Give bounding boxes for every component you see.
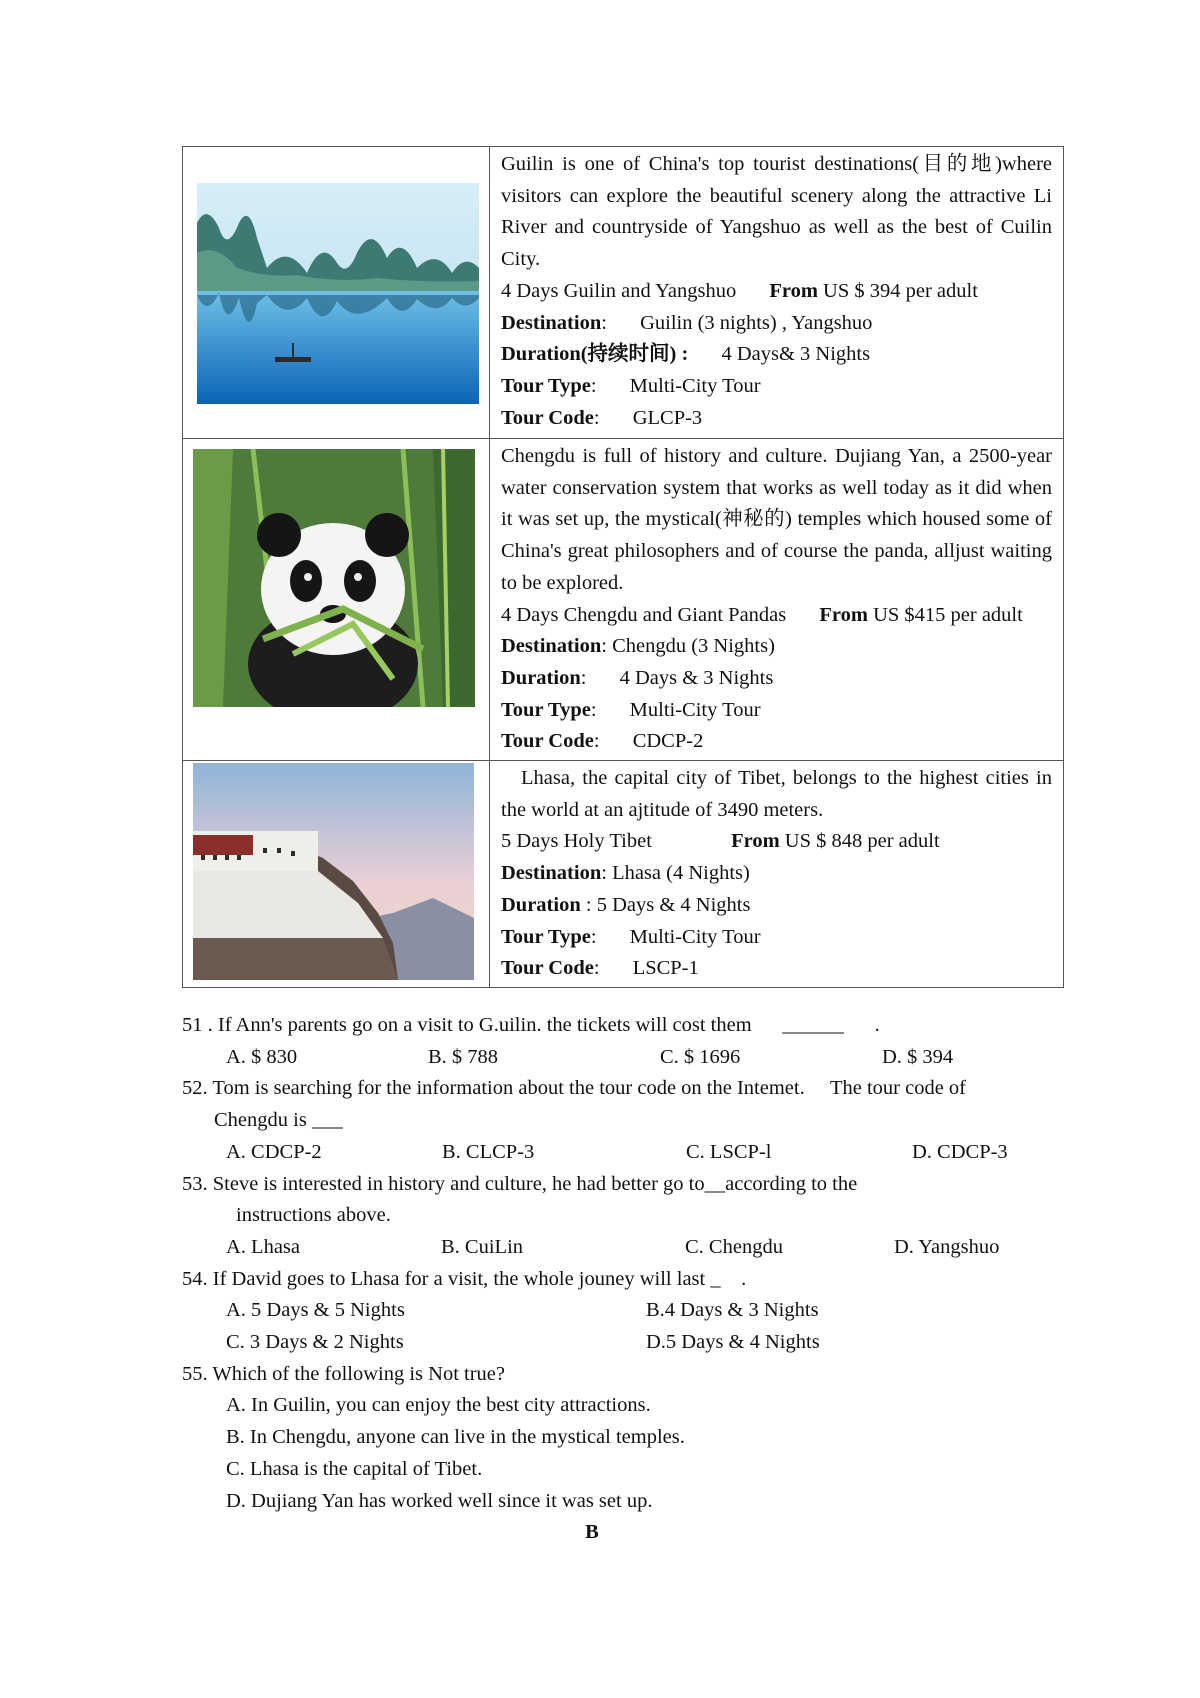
tour-image-cell (183, 439, 490, 761)
question-51-options (182, 1042, 1082, 1074)
tour-code-line: Tour Code: GLCP-3 (501, 406, 703, 429)
potala-palace-image (193, 763, 474, 980)
tour-code-label: Tour Code (501, 957, 594, 980)
tour-name: 4 Days Chengdu and Giant Pandas (501, 603, 787, 626)
from-label: From (731, 830, 780, 853)
tour-text-cell (490, 761, 1064, 988)
tour-description: Guilin is one of China's top tourist destinations(目的地)where visitors can explore the beautiful scenery along the attractive Li River and countryside of Yangshuo as well as the best of Cuilin City. (501, 153, 1052, 271)
tour-image-cell (183, 761, 490, 988)
tour-type-label: Tour Type (501, 925, 591, 948)
from-label: From (819, 603, 868, 626)
tour-code-line: Tour Code: LSCP-1 (501, 957, 699, 980)
tour-code-value: CDCP-2 (632, 730, 704, 753)
option-a: A. CDCP-2 (226, 1140, 322, 1163)
from-label: From (769, 279, 818, 302)
panda-image (193, 449, 475, 707)
question-52-continued: Chengdu is ___ (214, 1109, 343, 1132)
duration-value: 4 Days & 3 Nights (619, 666, 774, 689)
destination-value: Guilin (3 nights) , Yangshuo (640, 311, 873, 334)
option-d: D. CDCP-3 (912, 1140, 1008, 1163)
destination-line: Destination: Lhasa (4 Nights) (501, 862, 750, 885)
tour-code-label: Tour Code (501, 406, 594, 429)
option-b: B. $ 788 (428, 1045, 499, 1068)
tour-name: 5 Days Holy Tibet (501, 830, 652, 853)
tour-price: US $ 394 per adult (823, 279, 978, 302)
option-c: C. Lhasa is the capital of Tibet. (226, 1457, 483, 1480)
destination-line: Destination: Chengdu (3 Nights) (501, 635, 775, 658)
question-52-options (182, 1137, 1082, 1169)
tour-type-label: Tour Type (501, 374, 591, 397)
tour-row-guilin (183, 147, 1064, 439)
option-b: B. In Chengdu, anyone can live in the mystical temples. (226, 1426, 685, 1449)
option-c: C. Chengdu (685, 1235, 783, 1258)
tour-type-line: Tour Type: Multi-City Tour (501, 374, 761, 397)
option-d: D.5 Days & 4 Nights (646, 1331, 820, 1354)
question-53-continued: instructions above. (236, 1204, 391, 1227)
destination-line: Destination: Guilin (3 nights) , Yangshuo (501, 311, 873, 334)
question-53: 53. Steve is interested in history and culture, he had better go to__according to the (182, 1172, 858, 1195)
option-b: B.4 Days & 3 Nights (646, 1299, 819, 1322)
tour-text-cell (490, 147, 1064, 439)
tour-type-value: Multi-City Tour (629, 925, 761, 948)
tour-type-line: Tour Type: Multi-City Tour (501, 698, 761, 721)
question-55: 55. Which of the following is Not true? (182, 1362, 506, 1385)
duration-value: 5 Days & 4 Nights (596, 893, 751, 916)
tour-description: Chengdu is full of history and culture. Dujiang Yan, a 2500-year water conservation system that works as well today as it did when it was set up, the mystical(神秘的) temples which housed some of China's great philosophers and of course the panda, alljust waiting to be explored. (501, 445, 1052, 594)
option-a: A. In Guilin, you can enjoy the best city attractions. (226, 1394, 651, 1417)
tour-image-cell (183, 147, 490, 439)
tour-price: US $415 per adult (873, 603, 1023, 626)
tour-text-cell (490, 439, 1064, 761)
tour-type-value: Multi-City Tour (629, 698, 761, 721)
option-c: C. $ 1696 (660, 1045, 741, 1068)
question-54: 54. If David goes to Lhasa for a visit, the whole jouney will last _ . (182, 1267, 747, 1290)
tour-code-label: Tour Code (501, 730, 594, 753)
option-d: D. Dujiang Yan has worked well since it was set up. (226, 1489, 653, 1512)
tour-row-chengdu (183, 439, 1064, 761)
option-c: C. 3 Days & 2 Nights (226, 1331, 404, 1354)
question-52: 52. Tom is searching for the information about the tour code on the Intemet. The tour code of (182, 1077, 967, 1100)
option-a: A. 5 Days & 5 Nights (226, 1299, 405, 1322)
tour-title-line (501, 276, 1052, 308)
question-54-options-row2 (182, 1327, 1082, 1359)
option-b: B. CuiLin (441, 1235, 524, 1258)
guilin-river-image (197, 183, 479, 404)
duration-label: Duration (501, 666, 581, 689)
tour-title-line (501, 826, 1052, 858)
question-51: 51 . If Ann's parents go on a visit to G.uilin. the tickets will cost them ______ . (182, 1014, 880, 1036)
option-a: A. Lhasa (226, 1235, 301, 1258)
tour-title-line (501, 600, 1052, 632)
duration-value: 4 Days& 3 Nights (721, 343, 871, 366)
tour-row-lhasa (183, 761, 1064, 988)
tour-table (182, 146, 1064, 988)
duration-line (501, 339, 1052, 371)
tour-code-value: GLCP-3 (632, 406, 703, 429)
destination-value: Chengdu (3 Nights) (612, 635, 775, 658)
duration-line: Duration : 5 Days & 4 Nights (501, 893, 751, 916)
tour-type-line: Tour Type: Multi-City Tour (501, 925, 761, 948)
tour-price: US $ 848 per adult (784, 830, 940, 853)
destination-label: Destination (501, 311, 602, 334)
tour-type-value: Multi-City Tour (629, 374, 761, 397)
tour-name: 4 Days Guilin and Yangshuo (501, 279, 737, 302)
option-d: D. $ 394 (882, 1045, 954, 1068)
section-heading: B (585, 1521, 599, 1544)
destination-label: Destination (501, 862, 602, 885)
tour-code-value: LSCP-1 (632, 957, 699, 980)
option-d: D. Yangshuo (894, 1235, 1000, 1258)
tour-description: Lhasa, the capital city of Tibet, belongs to the highest cities in the world at an ajtitude of 3490 meters. (501, 767, 1052, 821)
question-53-options (182, 1232, 1082, 1264)
duration-label: Duration (501, 893, 581, 916)
option-c: C. LSCP-l (686, 1140, 772, 1163)
duration-label: Duration(持续时间) : (501, 343, 689, 366)
destination-label: Destination (501, 635, 602, 658)
tour-type-label: Tour Type (501, 698, 591, 721)
option-a: A. $ 830 (226, 1045, 298, 1068)
question-54-options-row1 (182, 1295, 1082, 1327)
destination-value: Lhasa (4 Nights) (612, 862, 750, 885)
tour-code-line: Tour Code: CDCP-2 (501, 730, 704, 753)
questions-section (182, 1010, 1082, 1549)
option-b: B. CLCP-3 (442, 1140, 535, 1163)
duration-line: Duration: 4 Days & 3 Nights (501, 666, 774, 689)
